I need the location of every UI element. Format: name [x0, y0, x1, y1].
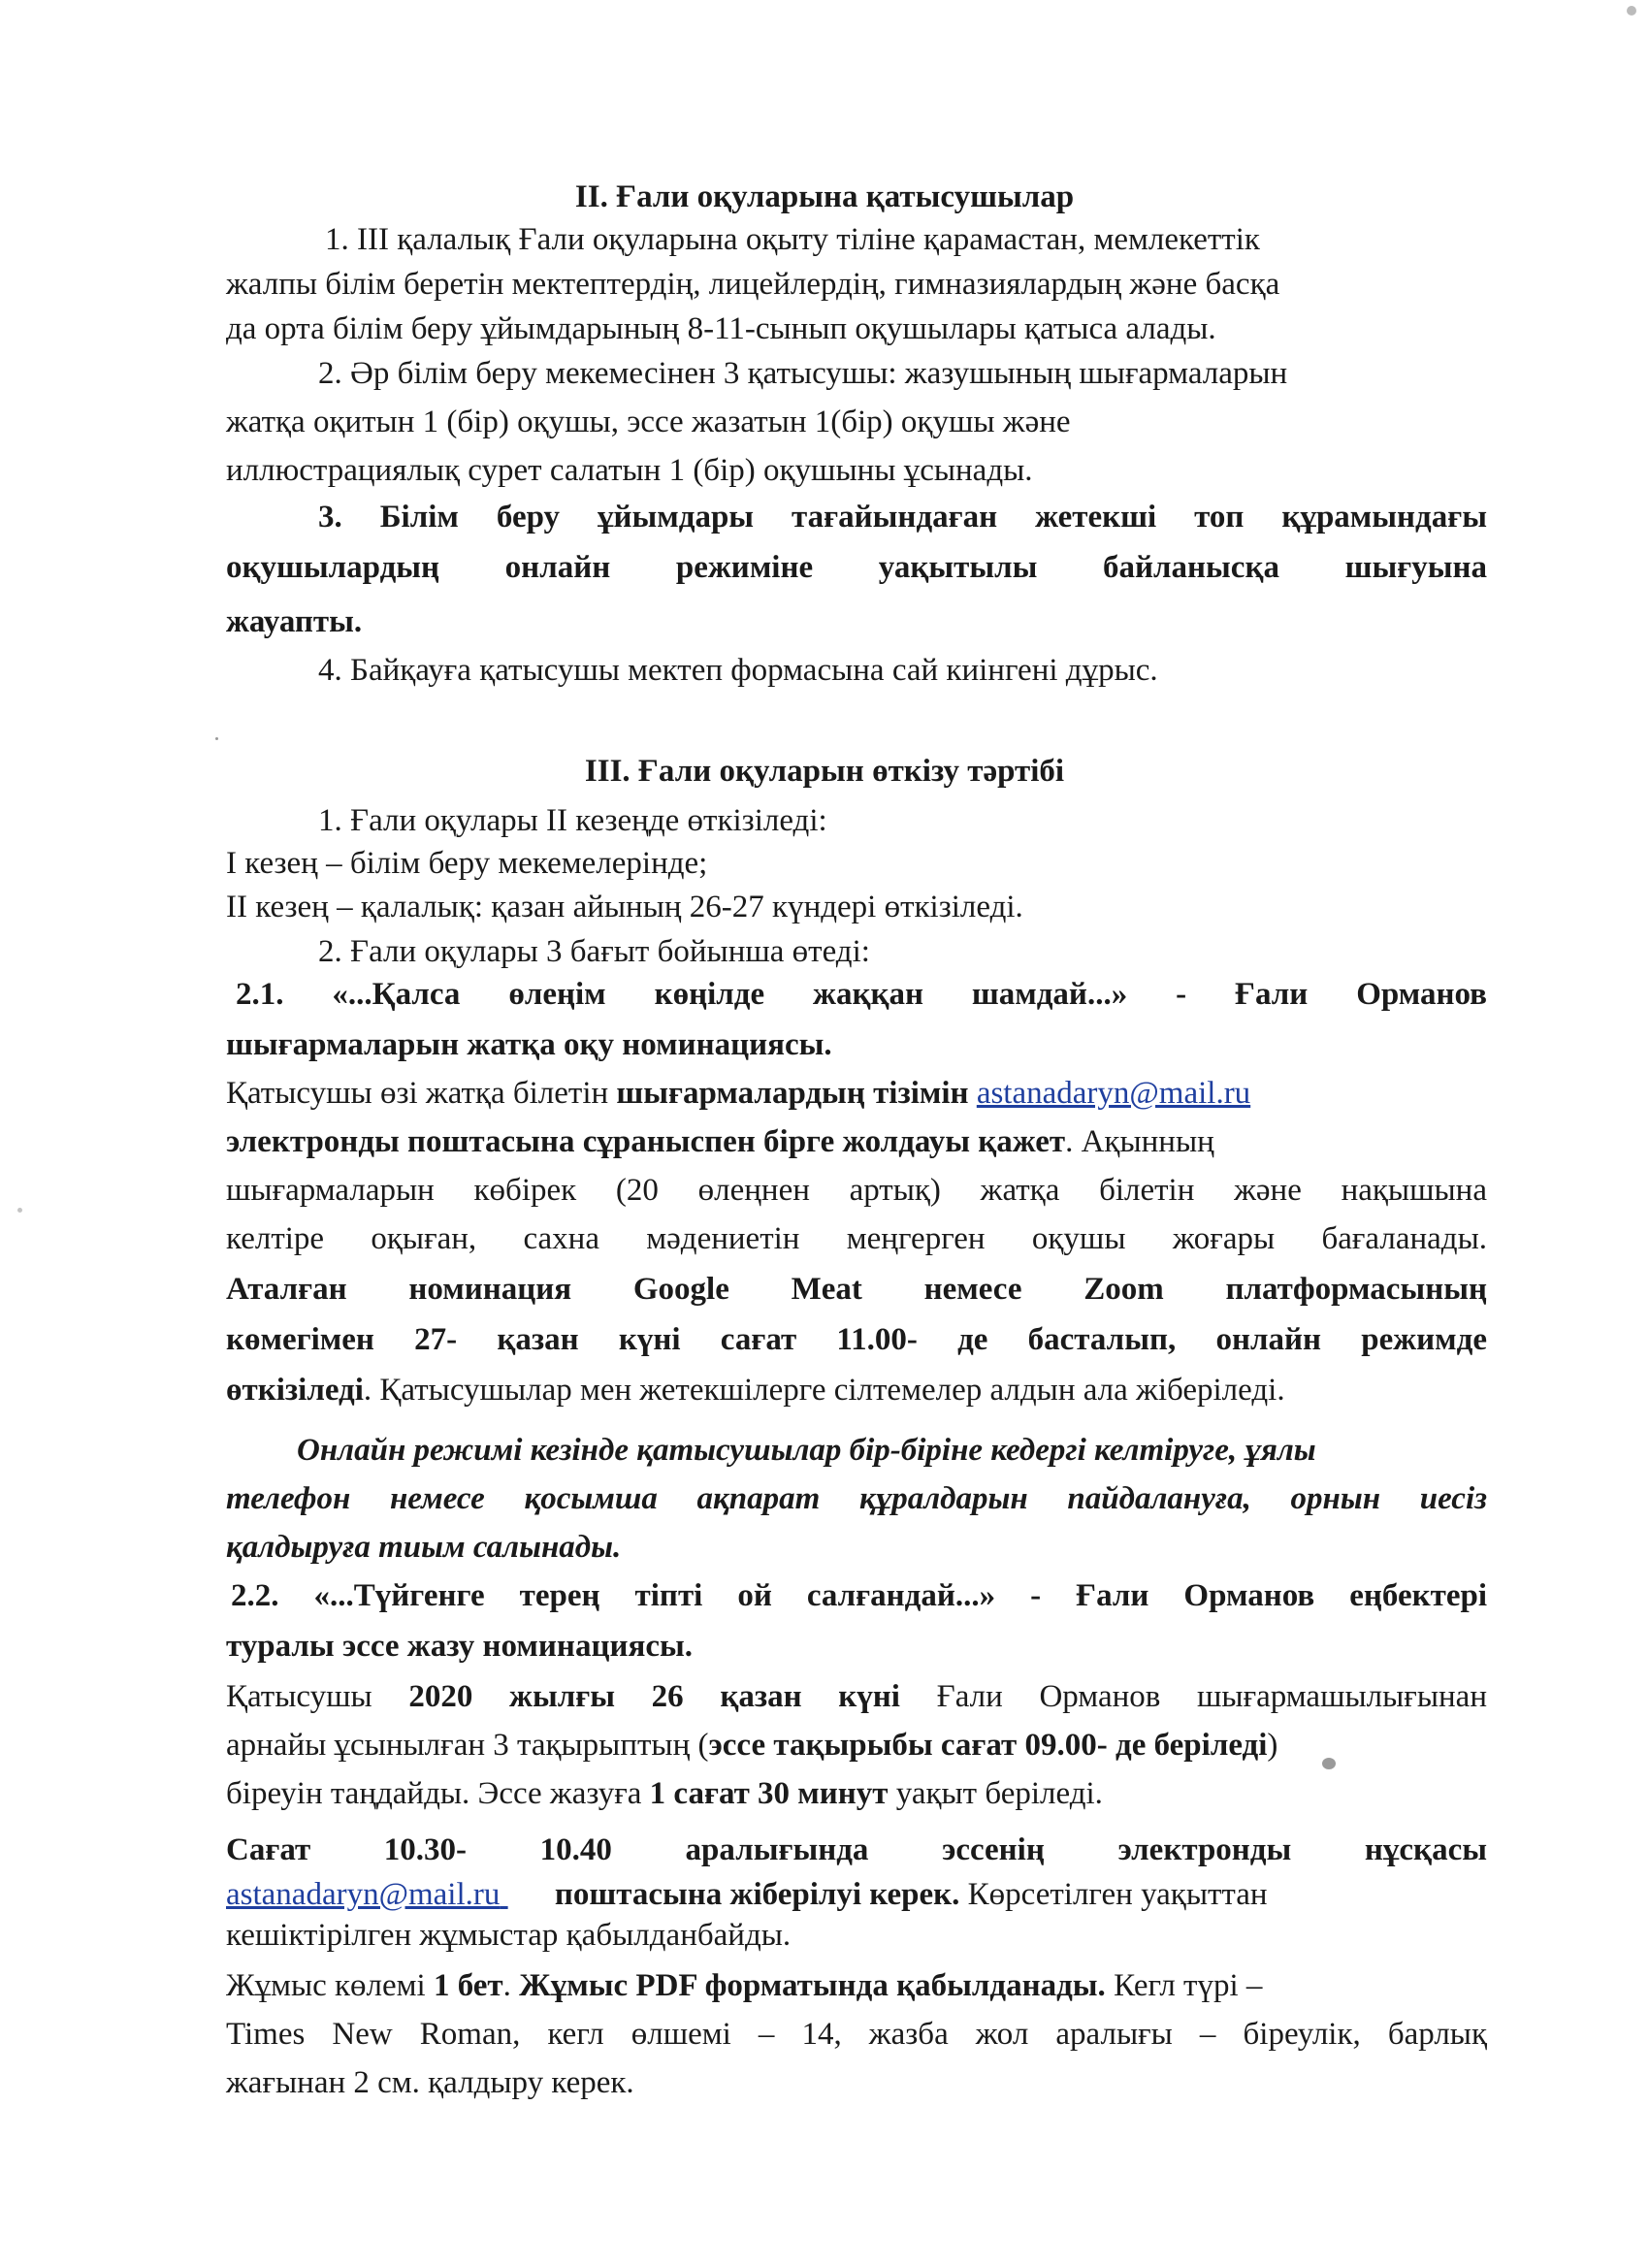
n21-line7 [226, 1368, 1487, 1412]
n22-line5 [226, 1872, 1487, 1917]
n22-line1 [226, 1674, 1487, 1719]
section-2-title: II. Ғали оқуларына қатысушылар [574, 179, 1075, 214]
s2-p2-line1: 2. Әр білім беру мекемесінен 3 қатысушы: жазушының шығармаларын [318, 356, 1288, 391]
scan-speck [215, 737, 218, 740]
s2-p3-line2: оқушылардың онлайн режиміне уақытылы байланысқа шығуына [226, 550, 1487, 585]
n22-line5-bold: поштасына жіберілуі керек. [554, 1877, 960, 1912]
n21-line2-bold: электронды поштасына сұраныспен бірге жолдауы қажет [226, 1124, 1066, 1159]
n22-line6: кешіктірілген жұмыстар қабылданбайды. [226, 1918, 792, 1953]
n22-line7-dot: . [502, 1968, 520, 2003]
n21-line4: келтіре оқыған, сахна мәдениетін меңгерген оқушы жоғары бағаланады. [226, 1221, 1487, 1256]
n21-line1-text: Қатысушы өзі жатқа білетін [226, 1076, 617, 1111]
n21-warning-line3: қалдыруға тиым салынады. [226, 1530, 622, 1565]
n22-line7-bold1: 1 бет [433, 1968, 503, 2003]
n21-line7-text: . Қатысушылар мен жетекшілерге сілтемелер алдын ала жіберіледі. [363, 1373, 1285, 1408]
section-3-title: III. Ғали оқуларын өткізу тәртібі [584, 754, 1065, 789]
s2-p4: 4. Байқауға қатысушы мектеп формасына сай киінгені дұрыс. [318, 653, 1158, 688]
s2-p3-line3: жауапты. [226, 604, 363, 639]
n22-line7-text: Жұмыс көлемі [226, 1968, 434, 2003]
s2-p1-line3: да орта білім беру ұйымдарының 8-11-сынып оқушылары қатыса алады. [226, 311, 1216, 346]
n22-email-link[interactable]: astanadaryn@mail.ru [226, 1877, 501, 1912]
scan-speck [1322, 1758, 1336, 1769]
n22-line5-text: Көрсетілген уақыттан [959, 1877, 1268, 1912]
n21-warning-line1: Онлайн режимі кезінде қатысушылар бір-біріне кедергі келтіруге, ұялы [297, 1433, 1316, 1468]
s2-p2-line3: иллюстрациялық сурет салатын 1 (бір) оқушыны ұсынады. [226, 453, 1033, 488]
n22-line1-text2: Ғали Орманов шығармашылығынан [899, 1679, 1487, 1714]
n22-email-underline [500, 1872, 538, 1917]
s3-stage2: ІІ кезең – қалалық: қазан айының 26-27 күндері өткізіледі. [226, 890, 1023, 924]
s3-p1: 1. Ғали оқулары II кезеңде өткізіледі: [318, 803, 827, 838]
n21-line3: шығармаларын көбірек (20 өлеңнен артық) жатқа білетін және нақышына [226, 1173, 1487, 1208]
n21-line5: Аталған номинация Google Meat немесе Zoom платформасының [226, 1272, 1487, 1307]
n22-line1-bold: 2020 жылғы 26 қазан күні [408, 1679, 900, 1714]
n21-line1 [226, 1071, 1487, 1116]
n21-line6: көмегімен 27- қазан күні сағат 11.00- де басталып, онлайн режимде [226, 1322, 1487, 1357]
n21-line2-text: . Ақынның [1065, 1124, 1214, 1159]
n21-warning-line2: телефон немесе қосымша ақпарат құралдарын пайдалануға, орнын иесіз [226, 1481, 1487, 1516]
n21-title-line2: шығармаларын жатқа оқу номинациясы. [226, 1027, 832, 1062]
n22-line2-paren: ) [1267, 1728, 1278, 1763]
n21-line1-bold: шығармалардың тізімін [616, 1076, 977, 1111]
n22-line2-text: арнайы ұсынылған 3 тақырыптың ( [226, 1728, 709, 1763]
n22-title-line2: туралы эссе жазу номинациясы. [226, 1629, 693, 1664]
n22-line1-text: Қатысушы [226, 1679, 409, 1714]
n22-line7-bold2: Жұмыс PDF форматында қабылданады. [519, 1968, 1106, 2003]
n21-title-line1: 2.1. «...Қалса өлеңім көңілде жаққан шамдай...» - Ғали Орманов [236, 977, 1487, 1012]
n22-line3-text2: уақыт беріледі. [888, 1776, 1103, 1811]
n22-line2-bold: эссе тақырыбы сағат 09.00- де беріледі [708, 1728, 1268, 1763]
n22-line8: Times New Roman, кегл өлшемі – 14, жазба жол аралығы – біреулік, барлық [226, 2017, 1487, 2052]
s2-p2-line2: жатқа оқитын 1 (бір) оқушы, эссе жазатын 1(бір) оқушы және [226, 405, 1071, 439]
s2-p1-line1: 1. III қалалық Ғали оқуларына оқыту тіліне қарамастан, мемлекеттік [325, 222, 1260, 257]
n21-line2 [226, 1119, 1487, 1164]
n22-line4: Сағат 10.30- 10.40 аралығында эссенің электронды нұсқасы [226, 1832, 1487, 1867]
s2-p3-line1: 3. Білім беру ұйымдары тағайындаған жетекші топ құрамындағы [318, 500, 1487, 535]
s2-p1-line2: жалпы білім беретін мектептердің, лицейлердің, гимназиялардың және басқа [226, 267, 1280, 302]
n21-line7-bold: өткізіледі [226, 1373, 364, 1408]
s3-p2: 2. Ғали оқулары 3 бағыт бойынша өтеді: [318, 934, 870, 969]
n22-line7-text2: Кегл түрі – [1105, 1968, 1263, 2003]
n21-email-link[interactable]: astanadaryn@mail.ru [976, 1076, 1251, 1111]
n22-line3-bold: 1 сағат 30 минут [649, 1776, 889, 1811]
n22-title-line1: 2.2. «...Түйгенге терең тіпті ой салғандай...» - Ғали Орманов еңбектері [231, 1578, 1487, 1613]
n22-line7 [226, 1963, 1487, 2008]
n22-line3-text: біреуін таңдайды. Эссе жазуға [226, 1776, 650, 1811]
n22-line3 [226, 1771, 1487, 1816]
n22-line2 [226, 1723, 1487, 1767]
scan-speck [17, 1208, 22, 1213]
scan-speck [1627, 6, 1636, 16]
s3-stage1: І кезең – білім беру мекемелерінде; [226, 846, 708, 881]
n22-line9: жағынан 2 см. қалдыру керек. [226, 2065, 634, 2100]
